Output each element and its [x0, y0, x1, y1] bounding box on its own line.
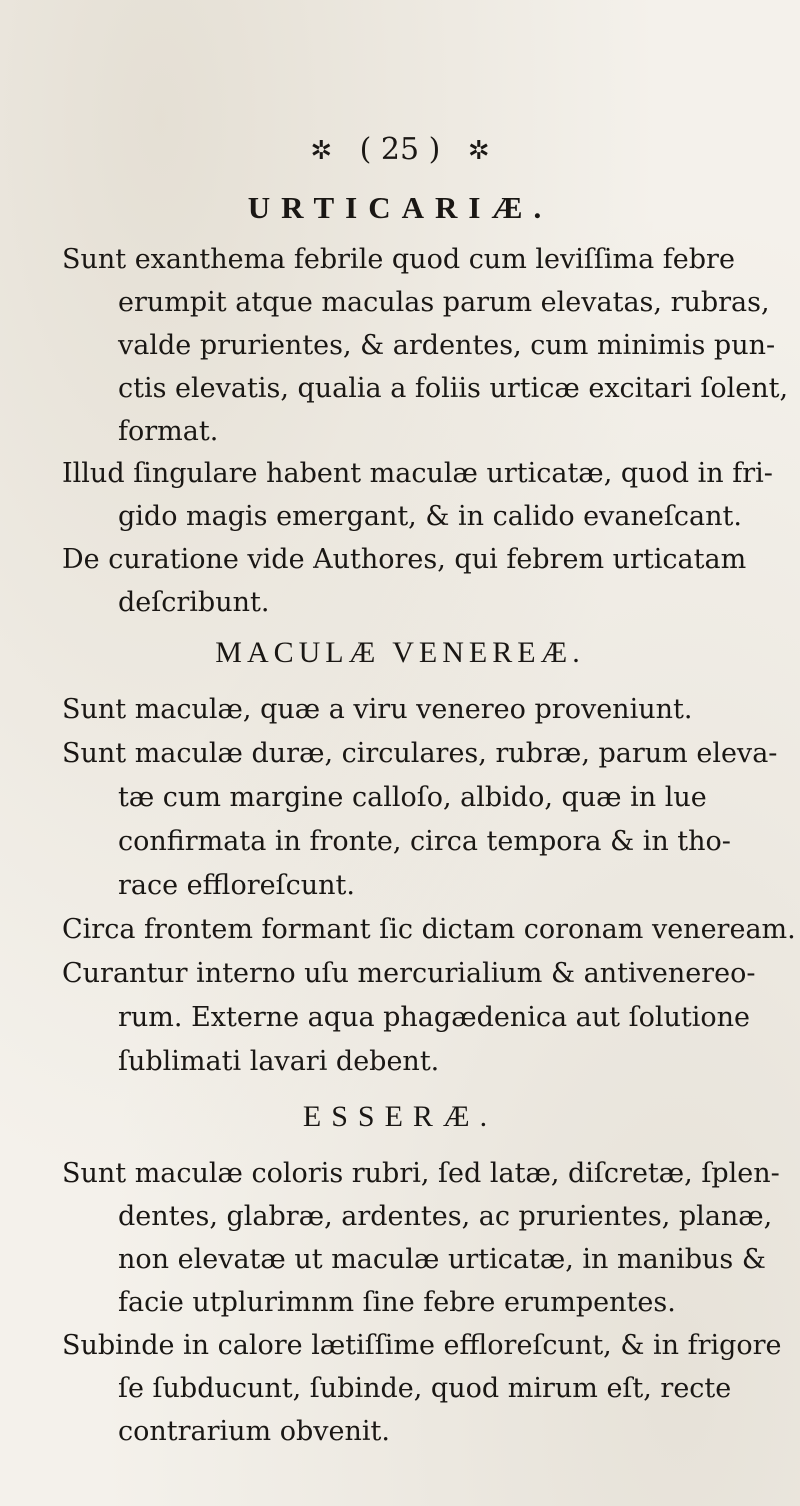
- text-line: valde prurientes, & ardentes, cum minimis pun-: [118, 330, 776, 361]
- text-line: gido magis emergant, & in calido evaneſcant.: [118, 501, 742, 532]
- text-line: facie utplurimnm ſine febre erumpentes.: [118, 1287, 676, 1318]
- text-line: Curantur interno uſu mercurialium & antivenereo-: [62, 958, 756, 989]
- text-line: contrarium obvenit.: [118, 1416, 390, 1447]
- text-line: tæ cum margine calloſo, albido, quæ in lue: [118, 782, 707, 813]
- text-line: Subinde in calore lætiſſime effloreſcunt, & in frigore: [62, 1330, 782, 1361]
- text-line: deſcribunt.: [118, 587, 270, 618]
- text-line: Sunt maculæ coloris rubri, ſed latæ, diſcretæ, ſplen-: [62, 1158, 780, 1189]
- ornament-right-icon: ✲: [467, 136, 490, 166]
- ornament-left-icon: ✲: [310, 136, 333, 166]
- paragraph-maculae-venereae: [62, 688, 796, 1084]
- text-line: confirmata in fronte, circa tempora & in tho-: [118, 826, 731, 857]
- text-line-content: Illud ſingulare habent maculæ urticatæ, quod in fri-: [62, 458, 773, 489]
- paragraph-urticaria-1: [62, 238, 789, 453]
- text-line: Sunt exanthema febrile quod cum leviſſima febre: [62, 244, 735, 275]
- text-line: De curatione vide Authores, qui febrem urticatam: [62, 544, 747, 575]
- section-title-maculae-venereae: MACULÆ VENEREÆ.: [215, 636, 585, 669]
- text-line: [62, 452, 782, 495]
- text-line: dentes, glabræ, ardentes, ac prurientes, planæ,: [118, 1201, 773, 1232]
- page-header: [0, 132, 800, 167]
- page-title: URTICARIÆ.: [247, 190, 553, 225]
- text-line: format.: [118, 416, 219, 447]
- text-line: erumpit atque maculas parum elevatas, rubras,: [118, 287, 770, 318]
- text-line: Sunt maculæ duræ, circulares, rubræ, parum eleva-: [62, 738, 778, 769]
- text-line: ſublimati lavari debent.: [118, 1046, 440, 1077]
- text-line: ctis elevatis, qualia a foliis urticæ excitari ſolent,: [118, 373, 789, 404]
- text-line: Circa frontem formant ſic dictam coronam veneream.: [62, 914, 796, 945]
- page-number: ( 25 ): [359, 132, 441, 167]
- text-line: Sunt maculæ, quæ a viru venereo proveniunt.: [62, 694, 693, 725]
- text-line: ſe ſubducunt, ſubinde, quod mirum eſt, recte: [118, 1373, 732, 1404]
- paragraph-urticaria-2: [62, 452, 782, 624]
- section-title-esserae: ESSERÆ.: [302, 1100, 498, 1133]
- text-line: non elevatæ ut maculæ urticatæ, in manibus &: [118, 1244, 766, 1275]
- text-line: rum. Externe aqua phagædenica aut ſolutione: [118, 1002, 750, 1033]
- paragraph-esserae: [62, 1152, 782, 1453]
- text-line: race effloreſcunt.: [118, 870, 355, 901]
